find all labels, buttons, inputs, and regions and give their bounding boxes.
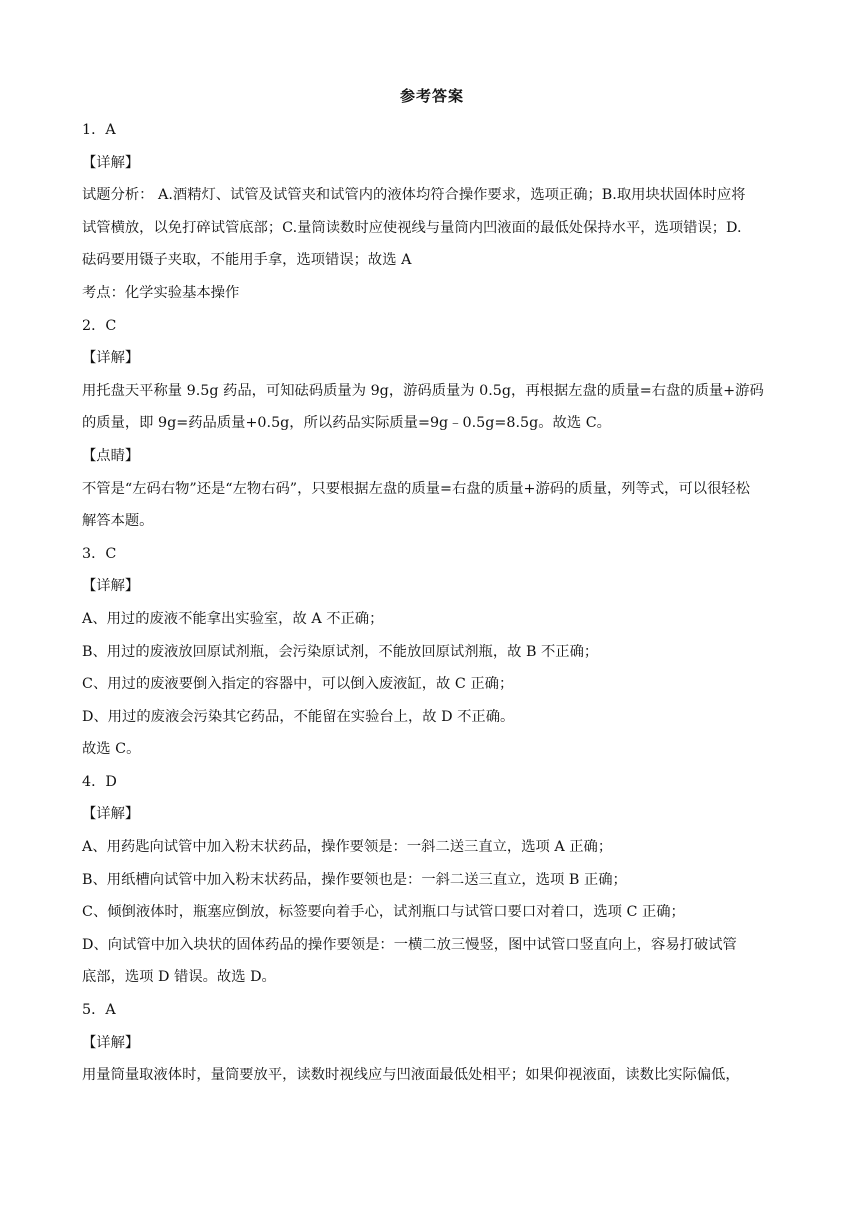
answer-number-2: 2．C [82,317,117,334]
section-heading-explanation: 【详解】 [82,1034,140,1051]
paragraph-line: A、用药匙向试管中加入粉末状药品，操作要领是：一斜二送三直立，选项 A 正确； [82,839,613,856]
paragraph-line: B、用过的废液放回原试剂瓶，会污染原试剂，不能放回原试剂瓶，故 B 不正确； [82,643,599,660]
page-title: 参考答案 [399,87,464,105]
paragraph-line: 砝码要用镊子夹取，不能用手拿，选项错误；故选 A [82,252,412,269]
paragraph-line: C、倾倒液体时，瓶塞应倒放，标签要向着手心，试剂瓶口与试管口要口对着口，选项 C 正确； [82,904,685,921]
section-heading-explanation: 【详解】 [82,154,140,171]
paragraph-line: D、用过的废液会污染其它药品，不能留在实验台上，故 D 不正确。 [82,708,515,725]
section-heading-highlight: 【点睛】 [82,447,140,464]
answer-document [82,82,782,1092]
paragraph-line: 考点：化学实验基本操作 [82,284,240,301]
paragraph-line: 试题分析： A.酒精灯、试管及试管夹和试管内的液体均符合操作要求，选项正确；B.取用块状固体时应将 [82,187,746,204]
paragraph-line: A、用过的废液不能拿出实验室，故 A 不正确； [82,610,384,627]
answer-number-4: 4．D [82,773,117,790]
answer-number-3: 3．C [82,545,117,562]
section-heading-explanation: 【详解】 [82,578,140,595]
paragraph-line: 底部，选项 D 错误。故选 D。 [82,969,276,986]
section-heading-explanation: 【详解】 [82,350,140,367]
paragraph-line: C、用过的废液要倒入指定的容器中，可以倒入废液缸，故 C 正确； [82,676,514,693]
paragraph-line: 用量筒量取液体时，量筒要放平，读数时视线应与凹液面最低处相平；如果仰视液面，读数比实际偏低， [82,1067,740,1084]
section-heading-explanation: 【详解】 [82,806,140,823]
paragraph-line: B、用纸槽向试管中加入粉末状药品，操作要领也是：一斜二送三直立，选项 B 正确； [82,871,627,888]
paragraph-line: 的质量，即 9g=药品质量+0.5g，所以药品实际质量=9g﹣0.5g=8.5g。故选 C。 [82,415,611,432]
answer-number-1: 1．A [82,122,116,138]
paragraph-line: 不管是“左码右物”还是“左物右码”，只要根据左盘的质量=右盘的质量+游码的质量，列等式，可以很轻松 [82,480,750,497]
paragraph-line: 试管横放，以免打碎试管底部；C.量筒读数时应使视线与量筒内凹液面的最低处保持水平，选项错误；D. [82,219,742,236]
answer-number-5: 5．A [82,1002,116,1019]
paragraph-line: 用托盘天平称量 9.5g 药品，可知砝码质量为 9g，游码质量为 0.5g，再根据左盘的质量=右盘的质量+游码 [82,382,764,399]
paragraph-line: 解答本题。 [82,513,154,530]
paragraph-line: 故选 C。 [82,741,141,758]
paragraph-line: D、向试管中加入块状的固体药品的操作要领是：一横二放三慢竖，图中试管口竖直向上，容易打破试管 [82,936,737,953]
